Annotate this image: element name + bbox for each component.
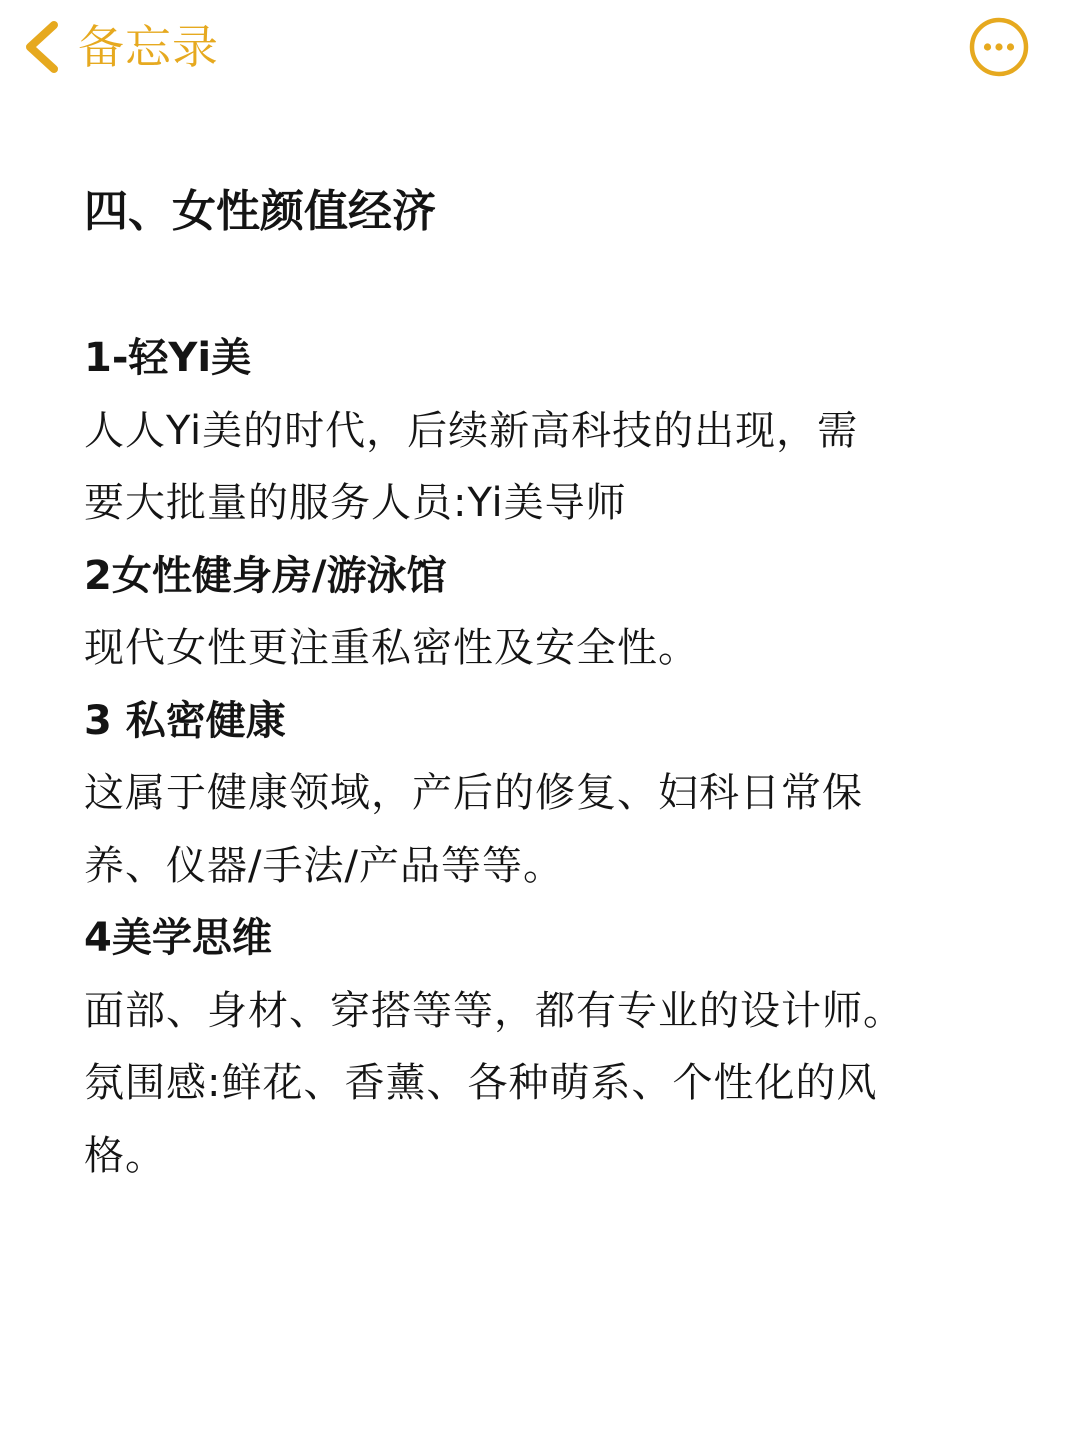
note-heading: 四、女性颜值经济 [84,186,436,237]
note-text-line: 现代女性更注重私密性及安全性。 [84,625,699,671]
note-text-line: 氛围感:鲜花、香薰、各种萌系、个性化的风 [84,1060,878,1106]
ellipsis-circle-icon [968,16,1030,78]
note-subheading: 3 私密健康 [84,697,286,744]
back-label: 备忘录 [78,20,219,74]
note-body [84,322,1024,1192]
note-text-line: 人人Yi美的时代，后续新高科技的出现，需 [84,407,859,454]
back-button[interactable] [20,14,219,80]
note-subheading: 2女性健身房/游泳馆 [84,552,447,599]
note-content[interactable] [84,176,1024,1192]
note-subheading: 4美学思维 [84,915,272,961]
navigation-bar [0,0,1080,100]
note-text-line: 要大批量的服务人员:Yi美导师 [84,480,627,526]
note-text-line: 面部、身材、穿搭等等，都有专业的设计师。 [84,987,904,1034]
note-text-line: 这属于健康领域，产后的修复、妇科日常保 [84,770,863,816]
note-text-line: 格。 [84,1132,166,1179]
more-options-button[interactable] [968,16,1030,78]
chevron-left-icon [20,19,64,75]
note-text-line: 养、仪器/手法/产品等等。 [84,842,564,889]
note-subheading: 1-轻Yi美 [84,335,252,381]
